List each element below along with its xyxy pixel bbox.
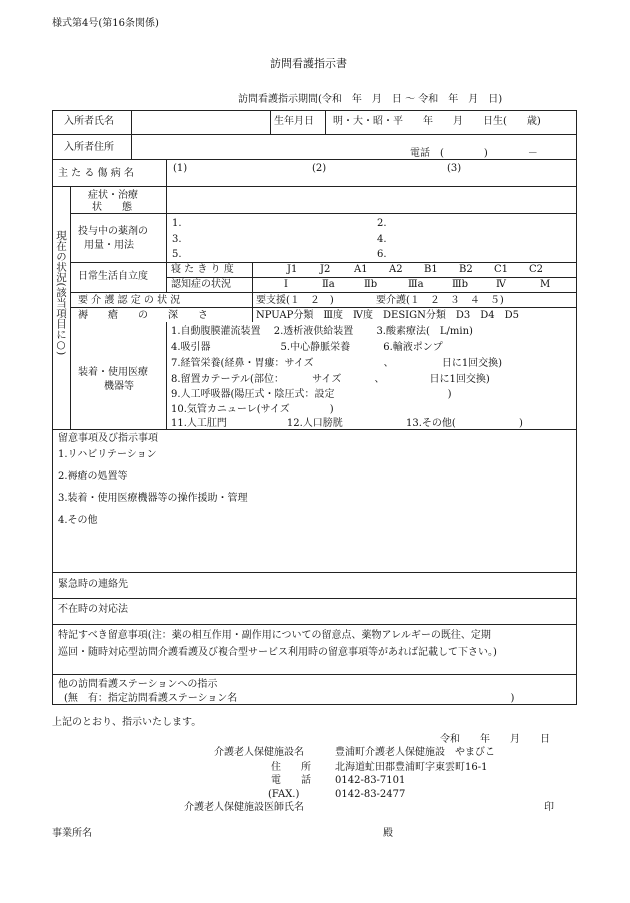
drug-num-3: 3. <box>172 234 182 245</box>
drug-label-line1: 投与中の薬剤の <box>78 226 148 237</box>
device-line-1: 1.自動腹膜灌流装置 2.透析液供給装置 3.酸素療法( L/min) <box>171 326 473 337</box>
notes-item-2: 2.褥瘡の処置等 <box>58 471 128 482</box>
care-need-value: 要介護(１ ２ ３ ４ ５) <box>376 295 504 306</box>
bedridden-b2: B2 <box>459 264 473 275</box>
facility-phone-value: 0142-83-7101 <box>335 775 406 786</box>
device-line-7: 11.人工肛門 12.人口膀胱 13.その他( ) <box>171 418 523 429</box>
care-support-value: 要支援(１ ２ ) <box>256 295 334 306</box>
patient-name-label: 入所者氏名 <box>64 116 114 127</box>
bedridden-j1: J1 <box>287 264 298 275</box>
dementia-2b: Ⅱb <box>364 279 378 290</box>
drug-num-4: 4. <box>377 234 387 245</box>
symptom-label-line2: 状 態 <box>92 202 132 213</box>
notes-item-1: 1.リハビリテーション <box>58 449 157 460</box>
bedridden-c1: C1 <box>494 264 509 275</box>
disease-1: (1) <box>173 163 188 174</box>
dementia-4: Ⅳ <box>496 279 506 290</box>
doctor-name-label: 介護老人保健施設医師氏名 <box>184 802 304 813</box>
office-name-label: 事業所名 <box>52 828 92 839</box>
disease-2: (2) <box>312 163 327 174</box>
bedridden-a1: A1 <box>354 264 368 275</box>
dementia-2a: Ⅱa <box>322 279 335 290</box>
ulcer-depth-label: 褥 瘡 の 深 さ <box>78 310 208 321</box>
device-line-5: 9.人工呼吸器(陽圧式・陰圧式：設定 ) <box>171 389 452 400</box>
device-line-2: 4.吸引器 5.中心静脈栄養 6.輸液ポンプ <box>171 342 443 353</box>
absence-response-label: 不在時の対応法 <box>58 604 128 615</box>
emergency-contact-label: 緊急時の連絡先 <box>58 579 128 590</box>
facility-name-label: 介護老人保健施設名 <box>214 747 304 758</box>
device-line-4: 8.留置カテーテル(部位： サイズ 、 日に1回交換) <box>171 374 490 385</box>
drug-label-line2: 用量・用法 <box>84 240 134 251</box>
bedridden-b1: B1 <box>424 264 438 275</box>
disease-3: (3) <box>447 163 462 174</box>
issue-date: 令和 年 月 日 <box>440 734 550 745</box>
device-label-line2: 機器等 <box>104 381 134 392</box>
birthdate-value: 明・大・昭・平 年 月 日生( 歳) <box>333 116 541 127</box>
drug-num-1: 1. <box>172 218 182 229</box>
other-station-line1: 他の訪問看護ステーションへの指示 <box>58 679 218 690</box>
document-title: 訪問看護指示書 <box>270 57 347 70</box>
form-number: 様式第4号(第16条関係) <box>52 18 159 29</box>
facility-address-value: 北海道虻田郡豊浦町字東雲町16-1 <box>335 762 488 773</box>
symptom-label-line1: 症状・治療 <box>88 190 138 201</box>
drug-num-5: 5. <box>172 249 182 260</box>
primary-disease-label: 主 た る 傷 病 名 <box>58 168 134 179</box>
dementia-m: M <box>540 279 551 290</box>
bedridden-label: 寝 た き り 度 <box>171 264 234 275</box>
drug-num-2: 2. <box>377 218 387 229</box>
ulcer-depth-value: NPUAP分類 Ⅲ度 Ⅳ度 DESIGN分類 D3 D4 D5 <box>256 310 520 321</box>
instruction-period: 訪問看護指示期間(令和 年 月 日 〜 令和 年 月 日) <box>238 94 503 105</box>
facility-fax-label: (FAX.) <box>268 789 300 800</box>
dementia-1: Ⅰ <box>284 279 288 290</box>
facility-phone-label: 電 話 <box>271 775 311 786</box>
current-status-label: 現在の状況(該当項目に○) <box>55 230 68 356</box>
patient-address-label: 入所者住所 <box>64 142 114 153</box>
adl-label: 日常生活自立度 <box>78 271 148 282</box>
statement: 上記のとおり、指示いたします。 <box>52 717 202 728</box>
special-notes-line2: 巡回・随時対応型訪問介護看護及び複合型サービス利用時の留意事項等があれば記載して下さい。) <box>58 647 497 658</box>
facility-name-value: 豊浦町介護老人保健施設 やまびこ <box>335 747 495 758</box>
facility-fax-value: 0142-83-2477 <box>335 789 406 800</box>
notes-item-3: 3.装着・使用医療機器等の操作援助・管理 <box>58 493 248 504</box>
facility-address-label: 住 所 <box>271 762 311 773</box>
patient-phone-label: 電話 ( ) － <box>410 148 538 159</box>
care-cert-label: 要 介 護 認 定 の 状 況 <box>78 295 181 306</box>
dementia-label: 認知症の状況 <box>171 279 231 290</box>
device-label-line1: 装着・使用医療 <box>78 367 148 378</box>
birthdate-label: 生年月日 <box>274 116 314 127</box>
drug-num-6: 6. <box>377 249 387 260</box>
notes-item-4: 4.その他 <box>58 515 98 526</box>
notes-title: 留意事項及び指示事項 <box>58 433 158 444</box>
bedridden-a2: A2 <box>389 264 403 275</box>
device-line-6: 10.気管カニューレ(サイズ ) <box>171 404 334 415</box>
bedridden-j2: J2 <box>320 264 331 275</box>
seal-mark: 印 <box>544 802 554 813</box>
dementia-3b: Ⅲb <box>452 279 469 290</box>
honorific-dono: 殿 <box>383 828 393 839</box>
other-station-line2: (無 有：指定訪問看護ステーション名 ) <box>64 693 515 704</box>
special-notes-line1: 特記すべき留意事項(注：薬の相互作用・副作用についての留意点、薬物アレルギーの既往、定期 <box>58 630 491 641</box>
device-line-3: 7.経管栄養(経鼻・胃瘻：サイズ 、 日に1回交換) <box>171 358 503 369</box>
dementia-3a: Ⅲa <box>408 279 424 290</box>
bedridden-c2: C2 <box>529 264 544 275</box>
